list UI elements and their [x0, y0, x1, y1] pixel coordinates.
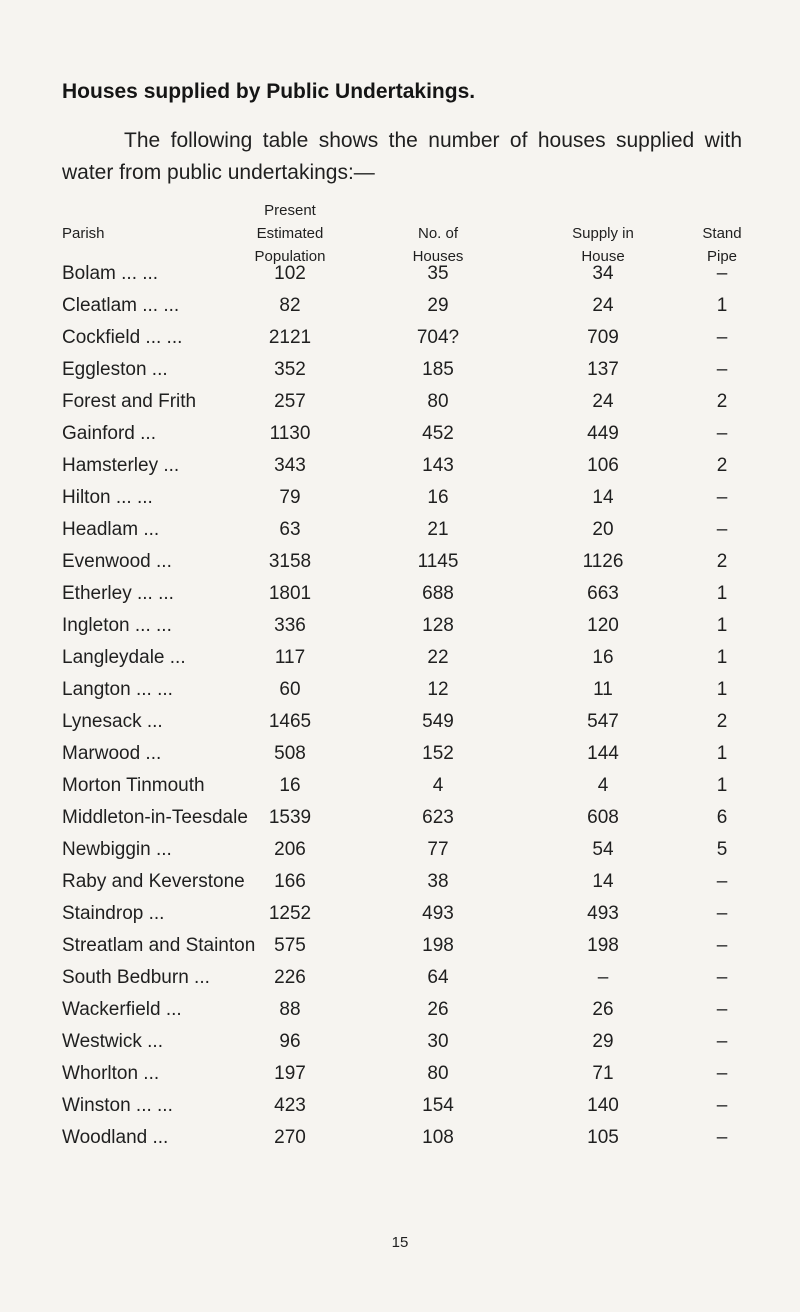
column-header-line: Present	[264, 202, 316, 219]
houses-cell: 704?	[416, 327, 460, 348]
supply-cell: 29	[592, 1031, 614, 1052]
table-row	[0, 770, 800, 802]
table-row	[0, 482, 800, 514]
stand-pipe-cell: –	[716, 359, 728, 380]
population-cell: 270	[274, 1127, 306, 1148]
table-row	[0, 706, 800, 738]
supply-cell: 493	[587, 903, 619, 924]
supply-cell: 449	[587, 423, 619, 444]
table-row	[0, 930, 800, 962]
houses-cell: 549	[422, 711, 454, 732]
population-cell: 1539	[268, 807, 312, 828]
column-header-line	[692, 199, 752, 222]
houses-cell: 152	[422, 743, 454, 764]
parish-cell: Langleydale ...	[62, 647, 186, 668]
supply-cell: 547	[587, 711, 619, 732]
stand-pipe-cell: 2	[716, 391, 728, 412]
parish-cell: Middleton-in-Teesdale	[62, 807, 248, 828]
table-row	[0, 1090, 800, 1122]
parish-cell: Hamsterley ...	[62, 455, 180, 476]
table-row	[0, 386, 800, 418]
population-cell: 16	[279, 775, 301, 796]
parish-cell: Etherley ... ...	[62, 583, 174, 604]
supply-cell: 120	[587, 615, 619, 636]
supply-cell: 1126	[582, 551, 624, 572]
population-cell: 226	[274, 967, 306, 988]
table-row	[0, 738, 800, 770]
table-row	[0, 962, 800, 994]
table-row	[0, 290, 800, 322]
houses-cell: 35	[427, 263, 449, 284]
supply-cell: 14	[592, 487, 614, 508]
stand-pipe-cell: –	[716, 1031, 728, 1052]
table-row	[0, 674, 800, 706]
supply-cell: 16	[592, 647, 614, 668]
stand-pipe-cell: –	[716, 263, 728, 284]
houses-cell: 38	[427, 871, 449, 892]
stand-pipe-cell: –	[716, 519, 728, 540]
population-cell: 575	[274, 935, 306, 956]
table-row	[0, 258, 800, 290]
parish-cell: Evenwood ...	[62, 551, 172, 572]
column-header-line	[62, 199, 105, 222]
houses-cell: 143	[422, 455, 454, 476]
table-row	[0, 642, 800, 674]
population-cell: 206	[274, 839, 306, 860]
parish-cell: Whorlton ...	[62, 1063, 160, 1084]
houses-cell: 29	[427, 295, 449, 316]
population-cell: 352	[274, 359, 306, 380]
column-header-line: Parish	[62, 225, 105, 242]
table-row	[0, 514, 800, 546]
houses-cell: 77	[427, 839, 449, 860]
population-cell: 508	[274, 743, 306, 764]
houses-cell: 493	[422, 903, 454, 924]
houses-cell: 12	[427, 679, 449, 700]
stand-pipe-cell: 1	[716, 775, 728, 796]
parish-cell: Gainford ...	[62, 423, 156, 444]
houses-cell: 64	[427, 967, 449, 988]
houses-cell: 26	[427, 999, 449, 1020]
population-cell: 117	[274, 647, 306, 668]
stand-pipe-cell: 1	[716, 679, 728, 700]
column-header-line: Houses	[412, 248, 464, 265]
table-row	[0, 1026, 800, 1058]
stand-pipe-cell: –	[716, 999, 728, 1020]
stand-pipe-cell: 2	[716, 551, 728, 572]
population-cell: 423	[274, 1095, 306, 1116]
houses-cell: 30	[427, 1031, 449, 1052]
population-cell: 60	[279, 679, 301, 700]
supply-cell: 20	[592, 519, 614, 540]
stand-pipe-cell: 5	[716, 839, 728, 860]
parish-cell: South Bedburn ...	[62, 967, 210, 988]
stand-pipe-cell: –	[716, 423, 728, 444]
supply-cell: –	[597, 967, 609, 988]
population-cell: 3158	[268, 551, 312, 572]
parish-cell: Ingleton ... ...	[62, 615, 172, 636]
supply-cell: 54	[592, 839, 614, 860]
supply-cell: 663	[587, 583, 619, 604]
column-header-line: Supply in	[572, 225, 634, 242]
houses-cell: 198	[422, 935, 454, 956]
column-header-line: House	[581, 248, 625, 265]
stand-pipe-cell: –	[716, 871, 728, 892]
table-row	[0, 610, 800, 642]
supply-cell: 11	[593, 679, 613, 700]
parish-cell: Forest and Frith	[62, 391, 197, 412]
stand-pipe-cell: 1	[716, 615, 728, 636]
supply-cell: 71	[592, 1063, 614, 1084]
supply-cell: 24	[592, 391, 614, 412]
supply-cell: 24	[592, 295, 614, 316]
parish-cell: Newbiggin ...	[62, 839, 172, 860]
stand-pipe-cell: 1	[716, 743, 728, 764]
houses-cell: 185	[422, 359, 454, 380]
table-row	[0, 1058, 800, 1090]
population-cell: 1801	[268, 583, 312, 604]
parish-cell: Cleatlam ... ...	[62, 295, 180, 316]
table-row	[0, 802, 800, 834]
houses-cell: 128	[422, 615, 454, 636]
houses-cell: 108	[422, 1127, 454, 1148]
population-cell: 2121	[268, 327, 312, 348]
population-cell: 63	[279, 519, 301, 540]
parish-cell: Eggleston ...	[62, 359, 168, 380]
population-cell: 82	[279, 295, 301, 316]
parish-cell: Wackerfield ...	[62, 999, 182, 1020]
supply-cell: 608	[587, 807, 619, 828]
stand-pipe-cell: 1	[716, 647, 728, 668]
population-cell: 166	[274, 871, 306, 892]
houses-cell: 4	[432, 775, 444, 796]
table-row	[0, 450, 800, 482]
stand-pipe-cell: –	[716, 1127, 728, 1148]
column-header-line: Estimated	[256, 225, 324, 242]
parish-cell: Langton ... ...	[62, 679, 173, 700]
parish-cell: Hilton ... ...	[62, 487, 153, 508]
table-row	[0, 546, 800, 578]
table-row	[0, 354, 800, 386]
supply-cell: 106	[587, 455, 619, 476]
column-header-line: Population	[254, 248, 326, 265]
supply-cell: 140	[587, 1095, 619, 1116]
houses-cell: 1145	[417, 551, 459, 572]
column-header-line: Stand	[702, 225, 742, 242]
column-header-line	[393, 199, 483, 222]
houses-cell: 22	[427, 647, 449, 668]
stand-pipe-cell: –	[716, 967, 728, 988]
parish-cell: Streatlam and Stainton	[62, 935, 256, 956]
houses-cell: 623	[422, 807, 454, 828]
column-header-line	[558, 199, 648, 222]
population-cell: 102	[274, 263, 306, 284]
supply-cell: 4	[597, 775, 609, 796]
stand-pipe-cell: 2	[716, 711, 728, 732]
table-row	[0, 898, 800, 930]
stand-pipe-cell: 1	[716, 583, 728, 604]
stand-pipe-cell: –	[716, 487, 728, 508]
supply-cell: 14	[592, 871, 614, 892]
page-number: 15	[391, 1234, 409, 1251]
stand-pipe-cell: –	[716, 1095, 728, 1116]
table-row	[0, 994, 800, 1026]
supply-cell: 26	[592, 999, 614, 1020]
table-row	[0, 322, 800, 354]
page-heading: Houses supplied by Public Undertakings.	[62, 80, 476, 103]
table-row	[0, 578, 800, 610]
houses-cell: 80	[427, 1063, 449, 1084]
population-cell: 257	[274, 391, 306, 412]
supply-cell: 34	[592, 263, 614, 284]
supply-cell: 137	[587, 359, 619, 380]
supply-cell: 198	[587, 935, 619, 956]
population-cell: 336	[274, 615, 306, 636]
houses-cell: 154	[422, 1095, 454, 1116]
parish-cell: Raby and Keverstone	[62, 871, 245, 892]
parish-cell: Lynesack ...	[62, 711, 163, 732]
supply-cell: 144	[587, 743, 619, 764]
population-cell: 197	[274, 1063, 306, 1084]
population-cell: 343	[274, 455, 306, 476]
stand-pipe-cell: 6	[716, 807, 728, 828]
intro-paragraph: The following table shows the number of houses supplied with water from public undertakings:—	[62, 129, 742, 184]
parish-cell: Westwick ...	[62, 1031, 163, 1052]
table-row	[0, 866, 800, 898]
houses-cell: 688	[422, 583, 454, 604]
population-cell: 88	[279, 999, 301, 1020]
stand-pipe-cell: –	[716, 1063, 728, 1084]
stand-pipe-cell: –	[716, 327, 728, 348]
stand-pipe-cell: 2	[716, 455, 728, 476]
stand-pipe-cell: –	[716, 903, 728, 924]
column-header-line: No. of	[417, 225, 459, 242]
population-cell: 1130	[269, 423, 311, 444]
parish-cell: Winston ... ...	[62, 1095, 173, 1116]
houses-cell: 452	[422, 423, 454, 444]
parish-cell: Morton Tinmouth	[62, 775, 205, 796]
houses-cell: 21	[427, 519, 449, 540]
stand-pipe-cell: –	[716, 935, 728, 956]
population-cell: 1465	[268, 711, 312, 732]
parish-cell: Headlam ...	[62, 519, 160, 540]
houses-cell: 16	[427, 487, 449, 508]
parish-cell: Woodland ...	[62, 1127, 169, 1148]
table-row	[0, 418, 800, 450]
population-cell: 1252	[268, 903, 312, 924]
houses-cell: 80	[427, 391, 449, 412]
table-row	[0, 1122, 800, 1154]
column-header-line: Pipe	[706, 248, 738, 265]
supply-cell: 105	[587, 1127, 619, 1148]
parish-cell: Marwood ...	[62, 743, 162, 764]
population-cell: 79	[279, 487, 301, 508]
parish-cell: Staindrop ...	[62, 903, 165, 924]
table-row	[0, 834, 800, 866]
parish-cell: Bolam ... ...	[62, 263, 159, 284]
supply-cell: 709	[587, 327, 619, 348]
parish-cell: Cockfield ... ...	[62, 327, 183, 348]
population-cell: 96	[279, 1031, 301, 1052]
stand-pipe-cell: 1	[716, 295, 728, 316]
